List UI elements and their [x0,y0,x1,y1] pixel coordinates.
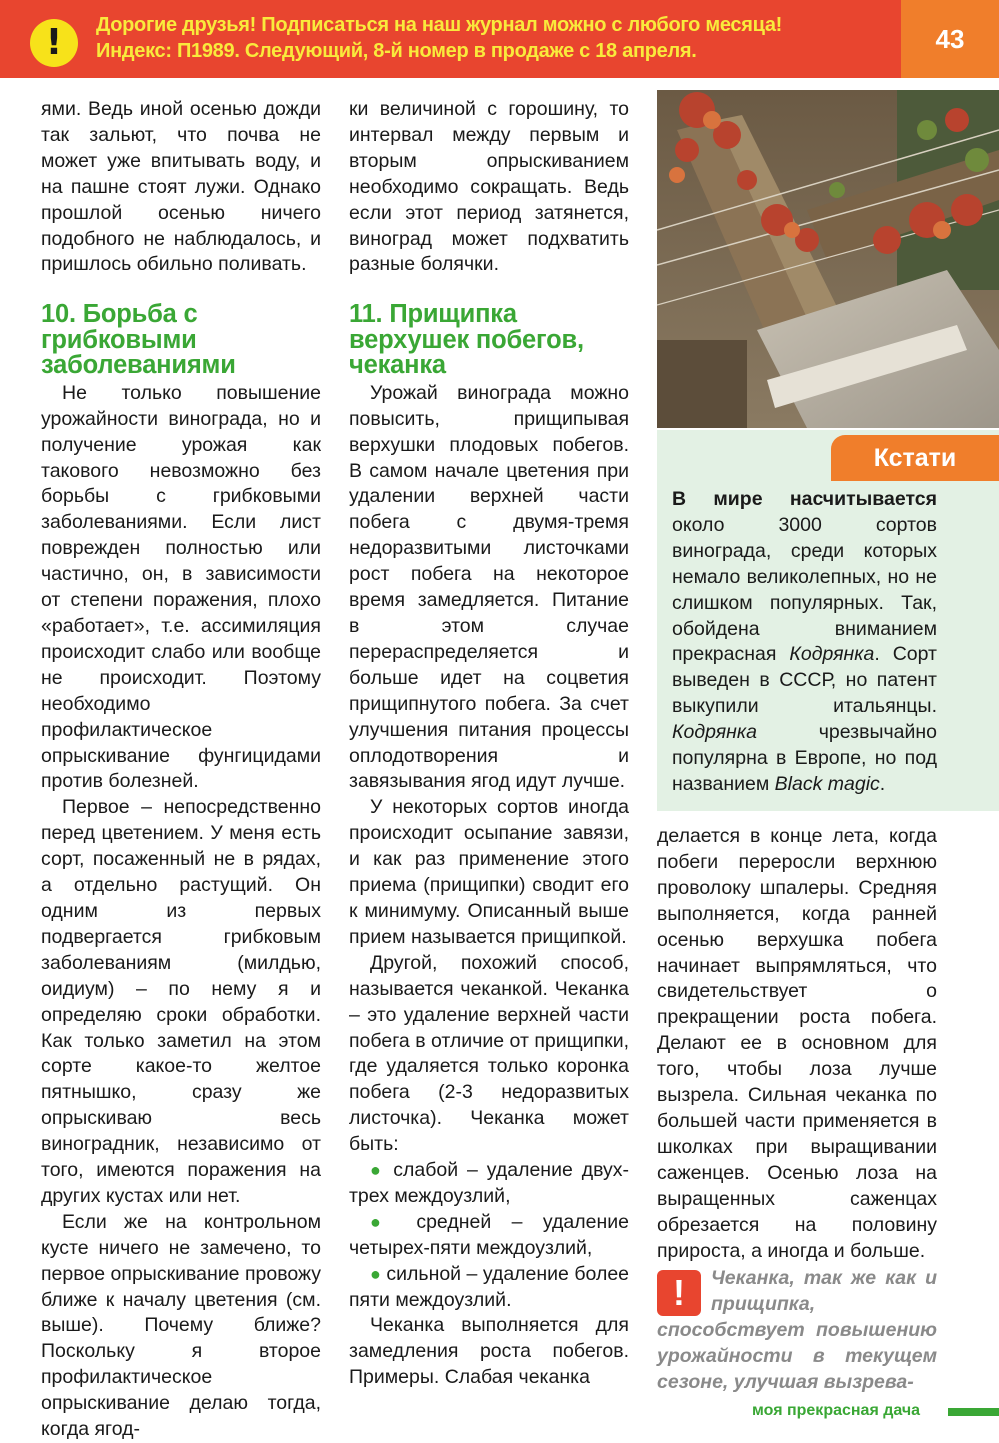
sidebar-text-part: около 3000 сортов винограда, среди которых немало великолепных, но не слишком популярных. Так, обойдена вниманием прекрасная [672,513,937,666]
subscription-line-1: Дорогие друзья! Подписаться на наш журнал можно с любого месяца! [96,14,783,36]
section-heading-11: 11. Прищипка верхушек побегов, чеканка [349,300,584,380]
exclamation-icon: ! [30,19,78,67]
bullet-icon: ● [370,1160,385,1181]
list-item [349,1262,629,1314]
paragraph: Урожай винограда можно повысить, прищипывая верхушки плодовых побегов. В самом начале цветения при удалении верхней части побега с двумя-тремя недоразвитыми листочками рост побега на некоторое время замедляется. Питание в этом случае перераспределяется и больше идет на соцветия прищипнутого побега. За счет улучшения питания процессы оплодотворения и завязывания ягод идут лучше. [349,381,629,793]
section-heading-10: 10. Борьба с грибковыми заболеваниями [41,300,236,380]
paragraph: Чеканка выполняется для замедления роста побегов. Примеры. Слабая чеканка [349,1314,629,1389]
list-item-text: средней – удаление четырех-пяти междоузлий, [349,1210,629,1259]
sidebar-text-part: чрезвычайно популярна в Европе, но под названием [672,721,937,795]
bullet-icon: ● [370,1263,381,1284]
note-text: Чеканка, так же как и прищипка, способствует повышению урожайности в текущем сезоне, улучшая вызрева- [657,1267,937,1393]
variety-name: Кодрянка [672,721,757,744]
list-item-text: слабой – удаление двух-трех междоузлий, [349,1159,630,1207]
grapevine-photo-illustration [657,90,999,428]
subscription-banner [0,0,901,78]
paragraph: Не только повышение урожайности винограда, но и получение урожая как такового невозможно без борьбы с грибковыми заболеваниями. Если лист поврежден полностью или частично, он, в зависимости от степени поражения, плохо «работает», т.е. ассимиляция происходит слабо или вообще не происходит. Поэтому необходимо профилактическое опрыскивание фунгицидами против болезней. [41,381,321,793]
sidebar-label: Кстати [831,435,999,481]
paragraph: У некоторых сортов иногда происходит осыпание завязи, и как раз применение этого приема (прищипки) сводит его к минимуму. Описанный выше прием называется прищипкой. [349,796,629,948]
list-item [349,1210,629,1262]
variety-name: Black magic [774,772,880,795]
subscription-line-2: Индекс: П1989. Следующий, 8-й номер в продаже с 18 апреля. [96,40,697,62]
magazine-name: моя прекрасная дача [752,1402,921,1419]
variety-name: Кодрянка [789,643,875,666]
list-item-text: сильной – удаление более пяти междоузлий. [349,1262,630,1311]
sidebar-paragraph [672,487,937,798]
column-2 [349,97,629,1391]
paragraph: делается в конце лета, когда побеги переросли верхнюю проволоку шпалеры. Средняя выполняется, когда ранней осенью верхушка побега начинает выпрямляться, что свидетельствует о прекращении роста побега. Делают ее в основном для того, чтобы лоза лучше вызрела. Сильная чеканка по большей части применяется в школках при выращивании саженцев. Осенью лоза на выращенных саженцах обрезается на половину прироста, а иногда и больше. [657,825,937,1262]
column-3 [657,824,937,1264]
bullet-icon: ● [370,1211,396,1232]
exclamation-icon: ! [657,1270,701,1316]
paragraph: Первое – непосредственно перед цветением. У меня есть сорт, посаженный не в рядах, а отдельно растущий. Он одним из первых подвергается грибковым заболеваниям (милдью, оидиум) – по нему я и определяю сроки обработки. Как только заметил на этом сорте какое-то желтое пятнышко, сразу же опрыскиваю весь виноградник, независимо от того, имеются поражения на других кустах или нет. [41,796,321,1207]
subscription-text [96,12,896,64]
paragraph: Если же на контрольном кусте ничего не замечено, то первое опрыскивание провожу ближе к началу цветения (см. выше). Почему ближе? Поскольку я второе профилактическое опрыскивание делаю тогда, когда ягод- [41,1210,321,1441]
paragraph: Другой, похожий способ, называется чеканкой. Чеканка – это удаление верхней части побега в отличие от прищипки, где удаляется только коронка побега (2-3 недоразвитых листочка). Чеканка может быть: [349,951,629,1156]
paragraph: ки величиной с горошину, то интервал между первым и вторым опрыскиванием необходимо сокращать. Ведь если этот период затянется, виноград может подхватить разные болячки. [349,98,629,276]
list-item [349,1158,629,1210]
sidebar-text-part: . [879,772,886,795]
sidebar-text [672,487,937,798]
footer-bar [948,1408,999,1416]
sidebar-lead: В мире насчитывается [672,488,937,510]
paragraph: ями. Ведь иной осенью дожди так зальют, что почва не может уже впитывать воду, и на пашне стоят лужи. Однако прошлой осенью ничего подобного не наблюдалось, и пришлось обильно поливать. [41,98,321,276]
highlight-note [657,1266,937,1396]
page-number: 43 [901,0,999,78]
column-1 [41,97,321,1443]
sidebar-text-part: . Сорт выведен в СССР, но патент выкупили итальянцы. [672,643,937,718]
grapevine-photo [657,90,999,428]
